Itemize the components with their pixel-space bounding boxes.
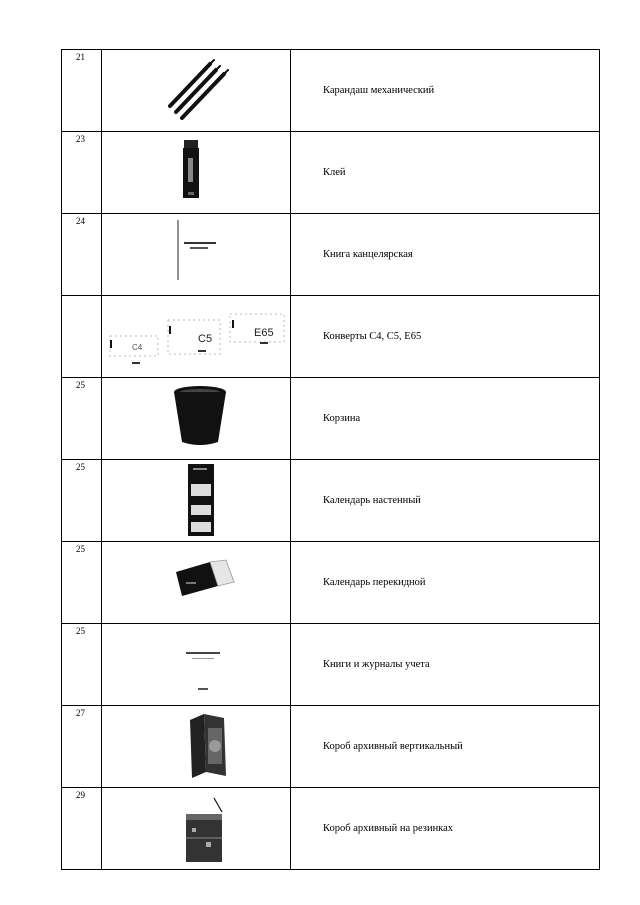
table-row (62, 624, 600, 706)
row-number: 25 (62, 542, 102, 624)
archive-box-vertical-icon (102, 706, 291, 784)
row-number: 24 (62, 214, 102, 296)
row-number: 23 (62, 132, 102, 214)
supplies-table (61, 49, 600, 870)
item-name: Конверты С4, С5, Е65 (291, 296, 600, 378)
row-number: 21 (62, 50, 102, 132)
table-row (62, 50, 600, 132)
item-name: Клей (291, 132, 600, 214)
item-name: Календарь перекидной (291, 542, 600, 624)
item-name: Карандаш механический (291, 50, 600, 132)
item-name: Корзина (291, 378, 600, 460)
item-name: Короб архивный вертикальный (291, 706, 600, 788)
table-row (62, 788, 600, 870)
item-name: Книги и журналы учета (291, 624, 600, 706)
item-name: Короб архивный на резинках (291, 788, 600, 870)
table-row (62, 706, 600, 788)
row-number: 29 (62, 788, 102, 870)
desk-calendar-icon (102, 542, 291, 620)
envelope-e65-label: E65 (254, 327, 274, 339)
table-row (62, 542, 600, 624)
table-row (62, 214, 600, 296)
office-book-icon (102, 214, 291, 292)
envelope-c4-label: C4 (132, 343, 143, 352)
record-books-icon (102, 624, 291, 702)
envelopes-icon (102, 296, 291, 374)
row-number: 27 (62, 706, 102, 788)
item-name: Календарь настенный (291, 460, 600, 542)
row-number: 25 (62, 624, 102, 706)
table-row (62, 296, 600, 378)
item-name: Книга канцелярская (291, 214, 600, 296)
waste-basket-icon (102, 378, 291, 456)
row-number: 25 (62, 378, 102, 460)
row-number (62, 296, 102, 378)
table-row (62, 132, 600, 214)
envelope-c5-label: C5 (198, 333, 213, 345)
mechanical-pencils-icon (102, 50, 291, 128)
glue-stick-icon (102, 132, 291, 210)
row-number: 25 (62, 460, 102, 542)
wall-calendar-icon (102, 460, 291, 538)
table-row (62, 460, 600, 542)
archive-box-elastic-icon (102, 788, 291, 866)
table-row (62, 378, 600, 460)
